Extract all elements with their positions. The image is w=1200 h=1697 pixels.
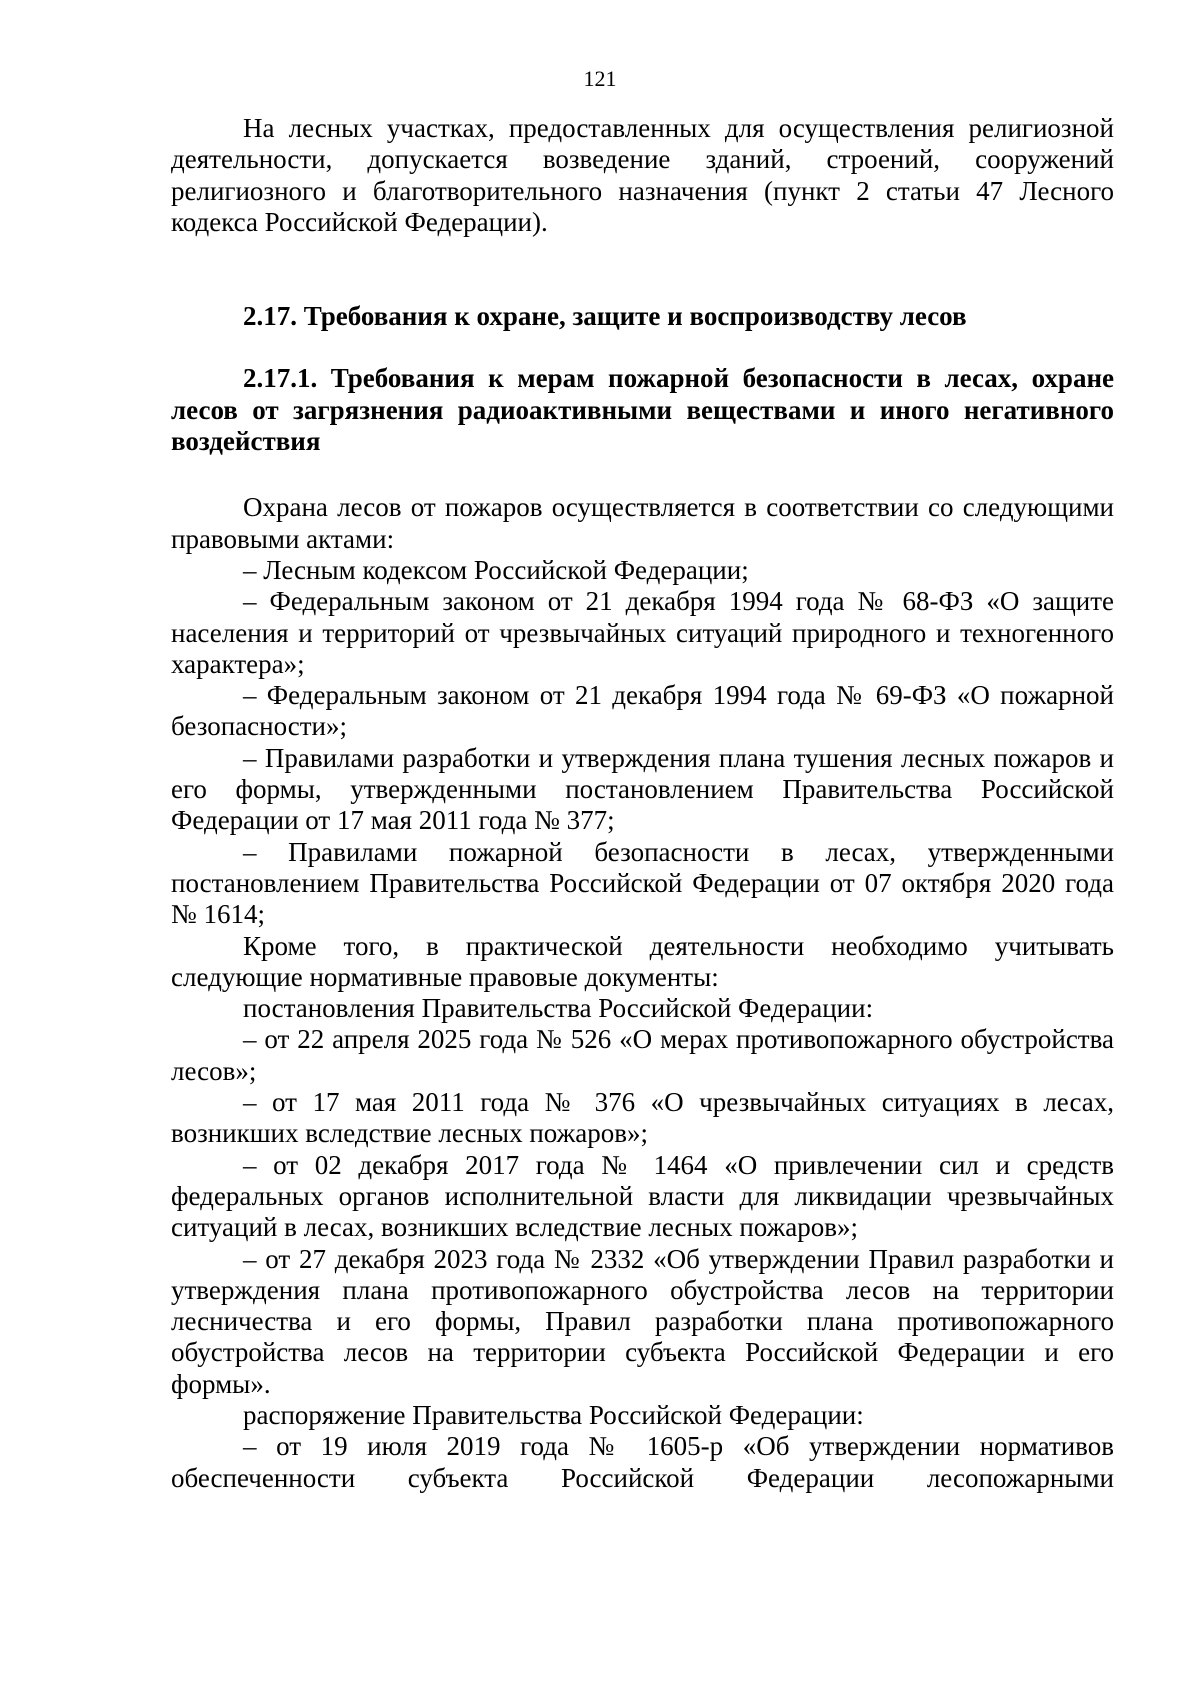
paragraph-government-order: распоряжение Правительства Российской Федерации: [243, 1399, 864, 1430]
list-item-forest-code: – Лесным кодексом Российской Федерации; [243, 554, 749, 585]
paragraph-government-decrees: постановления Правительства Российской Федерации: [243, 993, 874, 1024]
list-item-law-69fz: – Федеральным законом от 21 декабря 1994 года № 69-ФЗ «О пожарной безопасности»; [171, 680, 1114, 742]
list-item-law-68fz: – Федеральным законом от 21 декабря 1994 года № 68-ФЗ «О защите населения и территорий от чрезвычайных ситуаций природного и техногенного характера»; [171, 586, 1114, 679]
page-content [171, 113, 1114, 1494]
list-item-decree-376: – от 17 мая 2011 года № 376 «О чрезвычайных ситуациях в лесах, возникших вследствие лесных пожаров»; [171, 1087, 1114, 1149]
page-number: 121 [583, 66, 617, 91]
list-item-fire-safety-rules: – Правилами пожарной безопасности в лесах, утвержденными постановлением Правительства Российской Федерации от 07 октября 2020 года № 1614; [171, 836, 1114, 930]
section-heading-2-17: 2.17. Требования к охране, защите и воспроизводству лесов [243, 301, 967, 332]
subsection-heading-2-17-1: 2.17.1. Требования к мерам пожарной безопасности в лесах, охране лесов от загрязнения радиоактивными веществами и иного негативного воздействия [171, 363, 1114, 457]
list-item-order-1605r: – от 19 июля 2019 года № 1605-р «Об утверждении нормативов обеспеченности субъекта Российской Федерации лесопожарными [171, 1431, 1114, 1493]
paragraph-additional-documents: Кроме того, в практической деятельности необходимо учитывать следующие нормативные правовые документы: [171, 930, 1114, 992]
list-item-decree-2332: – от 27 декабря 2023 года № 2332 «Об утверждении Правил разработки и утверждения плана противопожарного обустройства лесов на территории лесничества и его формы, Правил разработки плана противопожарного обустройства лесов на территории субъекта Российской Федерации и его формы». [171, 1243, 1114, 1399]
paragraph-religious-activity: На лесных участках, предоставленных для осуществления религиозной деятельности, допускается возведение зданий, строений, сооружений религиозного и благотворительного назначения (пункт 2 статьи 47 Лесного кодекса Российской Федерации). [171, 113, 1114, 237]
list-item-decree-526: – от 22 апреля 2025 года № 526 «О мерах противопожарного обустройства лесов»; [171, 1024, 1114, 1086]
paragraph-fire-protection-intro: Охрана лесов от пожаров осуществляется в соответствии со следующими правовыми актами: [171, 492, 1114, 554]
list-item-rules-fire-plan: – Правилами разработки и утверждения плана тушения лесных пожаров и его формы, утвержденными постановлением Правительства Российской Федерации от 17 мая 2011 года № 377; [171, 742, 1114, 836]
list-item-decree-1464: – от 02 декабря 2017 года № 1464 «О привлечении сил и средств федеральных органов исполнительной власти для ликвидации чрезвычайных ситуаций в лесах, возникших вследствие лесных пожаров»; [171, 1149, 1114, 1243]
